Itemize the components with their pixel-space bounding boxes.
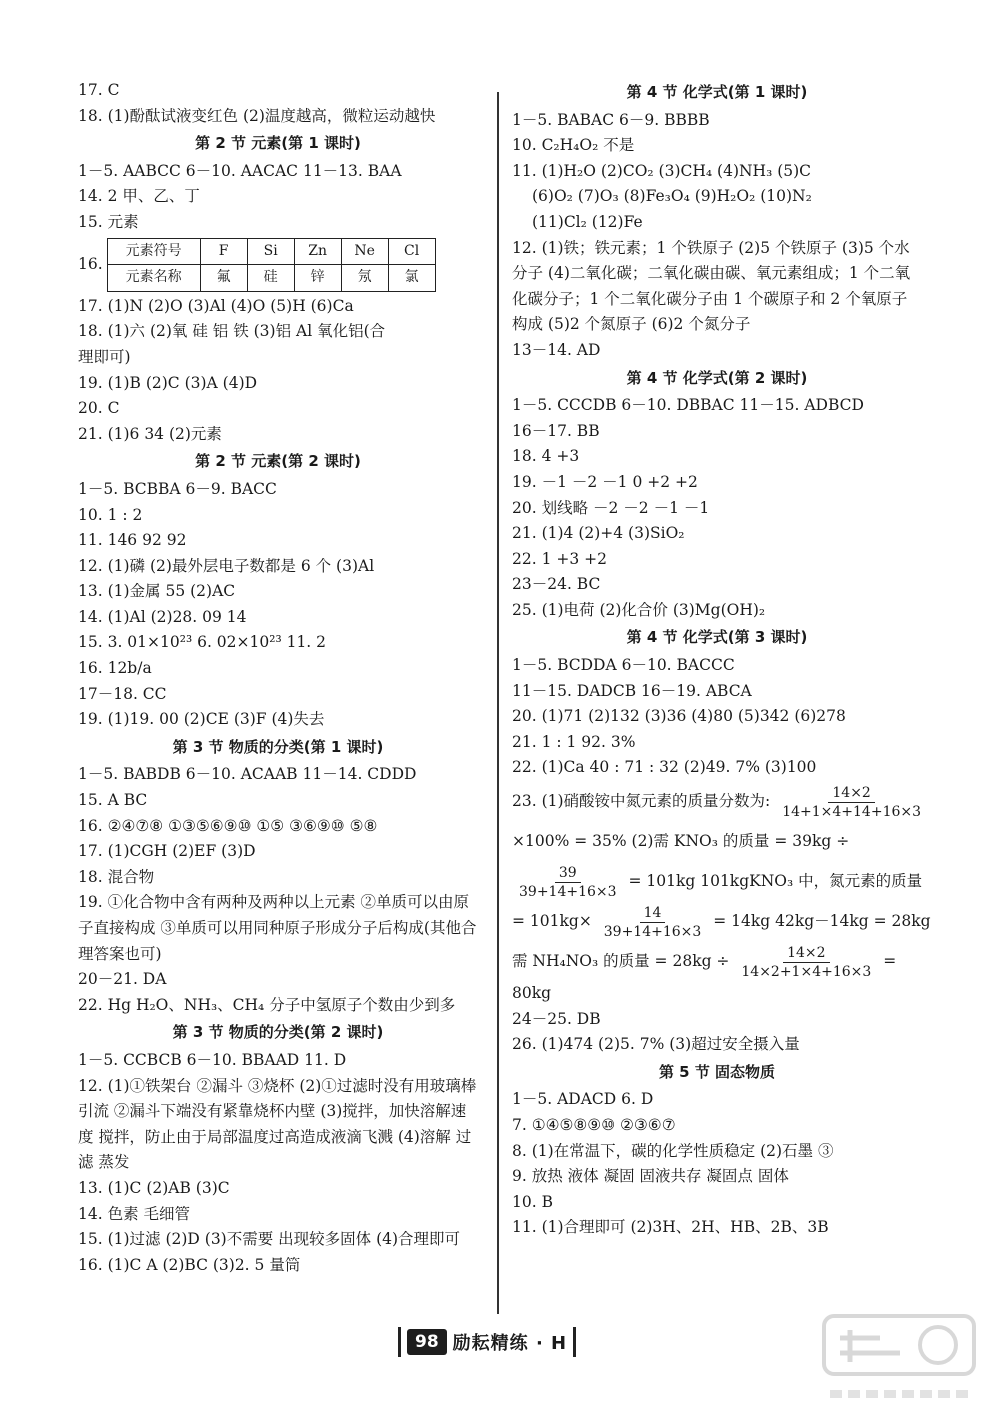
- section-heading: 第 4 节 化学式(第 2 课时): [626, 368, 808, 387]
- fraction-numerator: 14×2: [828, 784, 874, 803]
- calculation-line: [512, 861, 922, 901]
- answer-line: 10. 1 : 2: [78, 505, 143, 524]
- table-cell: 元素名称: [107, 265, 200, 292]
- fraction-denominator: 39+14+16×3: [603, 923, 702, 940]
- section-heading: 第 4 节 化学式(第 1 课时): [626, 83, 808, 101]
- table-cell: Cl: [388, 238, 435, 265]
- answer-line: 19. (1)B (2)C (3)A (4)D: [78, 373, 258, 392]
- calculation-line: [512, 941, 922, 981]
- answer-line: 21. (1)6 34 (2)元素: [78, 424, 222, 443]
- element-table-question: [78, 238, 478, 292]
- answer-line: 10. C₂H₄O₂ 不是: [512, 136, 635, 155]
- answer-line: 17－18. CC: [78, 684, 167, 703]
- answer-line: 13－14. AD: [512, 340, 601, 359]
- section-heading: 第 3 节 物质的分类(第 1 课时): [172, 737, 384, 756]
- question-number: 16.: [78, 254, 103, 273]
- table-cell: 氯: [388, 265, 435, 292]
- answer-line: 13. (1)金属 55 (2)AC: [78, 582, 236, 601]
- answer-line: 17. C: [78, 81, 120, 99]
- answer-line: 11. 146 92 92: [78, 531, 187, 550]
- fraction-numerator: 14×2: [783, 944, 829, 963]
- answer-line: 26. (1)474 (2)5. 7% (3)超过安全摄入量: [512, 1035, 800, 1054]
- fraction: [737, 944, 875, 981]
- section-heading: 第 4 节 化学式(第 3 课时): [626, 628, 808, 647]
- calculation-line: [512, 781, 922, 821]
- answer-line: 23－24. BC: [512, 575, 601, 594]
- table-cell: F: [200, 238, 247, 265]
- table-row: [107, 265, 435, 292]
- column-divider: [497, 92, 499, 1314]
- footer-bar: [573, 1327, 576, 1357]
- calc-text: = 14kg 42kg－14kg = 28kg: [713, 912, 931, 931]
- footer-bar: [398, 1327, 401, 1357]
- answer-line: (11)Cl₂ (12)Fe: [532, 212, 643, 231]
- answer-line: 25. (1)电荷 (2)化合价 (3)Mg(OH)₂: [512, 600, 766, 619]
- fraction: [515, 864, 621, 901]
- calc-text: = 101kg 101kgKNO₃ 中，氮元素的质量: [628, 872, 923, 891]
- calc-text: 23. (1)硝酸铵中氮元素的质量分数为:: [512, 792, 771, 811]
- answer-line: 7. ①④⑤⑧⑨⑩ ②③⑥⑦: [512, 1116, 676, 1134]
- answer-line: 1－5. BCBBA 6－9. BACC: [78, 479, 277, 498]
- answer-line: 1－5. AABCC 6－10. AACAC 11－13. BAA: [78, 161, 402, 180]
- table-cell: 锌: [294, 265, 341, 292]
- answer-line: 11－15. DADCB 16－19. ABCA: [512, 681, 752, 700]
- fraction-denominator: 39+14+16×3: [519, 883, 617, 900]
- answer-paragraph: 15. (1)过滤 (2)D (3)不需要 出现较多固体 (4)合理即可: [78, 1230, 461, 1249]
- calc-text: =: [883, 952, 897, 971]
- fraction: [600, 904, 706, 941]
- fraction: [778, 784, 925, 821]
- table-row: [107, 238, 435, 265]
- answer-line: 13. (1)C (2)AB (3)C: [78, 1178, 230, 1197]
- answer-line: 80kg: [512, 984, 552, 1003]
- answer-line: 17. (1)N (2)O (3)Al (4)O (5)H (6)Ca: [78, 296, 354, 315]
- element-table: [107, 238, 436, 292]
- answer-line: 14. 2 甲、乙、丁: [78, 187, 200, 206]
- answer-line: 14. (1)Al (2)28. 09 14: [78, 607, 247, 626]
- calculation-line: [512, 901, 931, 941]
- answer-line: 18. 4 +3: [512, 447, 580, 466]
- answer-line: 1－5. BCDDA 6－10. BACCC: [512, 656, 735, 675]
- fraction-numerator: 39: [555, 864, 581, 883]
- answer-line: 19. (1)19. 00 (2)CE (3)F (4)失去: [78, 710, 325, 729]
- answer-line: 20. 划线略 －2 －2 －1 －1: [512, 498, 710, 517]
- answer-line: 20－21. DA: [78, 970, 167, 989]
- answer-line: (6)O₂ (7)O₃ (8)Fe₃O₄ (9)H₂O₂ (10)N₂: [532, 187, 812, 206]
- table-cell: Si: [247, 238, 294, 265]
- calculation-line: ×100% = 35% (2)需 KNO₃ 的质量 = 39kg ÷: [512, 832, 850, 851]
- answer-line: 18. (1)六 (2)氧 硅 铝 铁 (3)铝 Al 氧化铝(合: [78, 322, 386, 341]
- answer-line: 12. (1)磷 (2)最外层电子数都是 6 个 (3)Al: [78, 556, 375, 575]
- answer-line: 15. A BC: [78, 791, 148, 810]
- answer-line: 理即可): [78, 347, 131, 366]
- answer-line: 20. C: [78, 399, 120, 418]
- answer-line: 16. 12b/a: [78, 659, 152, 678]
- answer-line: 1－5. CCBCB 6－10. BBAAD 11. D: [78, 1050, 347, 1069]
- answer-line: 21. (1)4 (2)+4 (3)SiO₂: [512, 524, 685, 543]
- table-cell: 硅: [247, 265, 294, 292]
- answer-line: 18. 混合物: [78, 867, 155, 886]
- section-heading: 第 3 节 物质的分类(第 2 课时): [172, 1023, 384, 1042]
- answer-line: 9. 放热 液体 凝固 固液共存 凝固点 固体: [512, 1167, 789, 1186]
- answer-line: 22. Hg H₂O、NH₃、CH₄ 分子中氢原子个数由少到多: [78, 995, 456, 1014]
- answer-line: 21. 1 : 1 92. 3%: [512, 732, 636, 751]
- answer-paragraph: 19. ①化合物中含有两种及两种以上元素 ②单质可以由原子直接构成 ③单质可以用同种原子形成分子后构成(其他合理答案也可): [78, 893, 477, 963]
- calc-text: 需 NH₄NO₃ 的质量 = 28kg ÷: [512, 952, 730, 971]
- brand-label: 励耘精练 · H: [452, 1333, 568, 1354]
- table-cell: 氟: [200, 265, 247, 292]
- fraction-numerator: 14: [640, 904, 666, 923]
- answer-line: 16. ②④⑦⑧ ①③⑤⑥⑨⑩ ①⑤ ③⑥⑨⑩ ⑤⑧: [78, 816, 378, 835]
- section-heading: 第 2 节 元素(第 2 课时): [195, 452, 361, 471]
- answer-line: 17. (1)CGH (2)EF (3)D: [78, 842, 256, 861]
- section-heading: 第 2 节 元素(第 1 课时): [195, 134, 361, 153]
- fraction-denominator: 14+1×4+14+16×3: [782, 803, 922, 820]
- answer-line: 1－5. BABAC 6－9. BBBB: [512, 110, 710, 129]
- page-number: 98: [407, 1329, 447, 1355]
- answer-line: 24－25. DB: [512, 1009, 601, 1028]
- calc-text: = 101kg×: [512, 912, 592, 931]
- fraction-denominator: 14×2+1×4+16×3: [741, 963, 872, 980]
- answer-line: 1－5. BABDB 6－10. ACAAB 11－14. CDDD: [78, 765, 417, 784]
- section-heading: 第 5 节 固态物质: [658, 1062, 776, 1081]
- answer-line: 10. B: [512, 1192, 553, 1211]
- left-column: [78, 78, 478, 1278]
- answer-line: 14. 色素 毛细管: [78, 1204, 191, 1223]
- table-cell: 元素符号: [107, 238, 200, 265]
- answer-paragraph: 12. (1)①铁架台 ②漏斗 ③烧杯 (2)①过滤时没有用玻璃棒引流 ②漏斗下端没有紧靠烧杯内壁 (3)搅拌，加快溶解速度 搅拌，防止由于局部温度过高造成液滴飞溅 (4)溶解 过滤 蒸发: [78, 1076, 477, 1172]
- answer-line: 16. (1)C A (2)BC (3)2. 5 量筒: [78, 1255, 301, 1274]
- right-column: [512, 78, 931, 1241]
- page-footer: [398, 1322, 576, 1362]
- table-cell: 氖: [341, 265, 388, 292]
- answer-line: 1－5. ADACD 6. D: [512, 1090, 654, 1109]
- answer-line: 20. (1)71 (2)132 (3)36 (4)80 (5)342 (6)278: [512, 707, 846, 726]
- answer-line: 19. －1 －2 －1 0 +2 +2: [512, 472, 698, 491]
- answer-line: 1－5. CCCDB 6－10. DBBAC 11－15. ADBCD: [512, 396, 864, 415]
- answer-line: 22. (1)Ca 40 : 71 : 32 (2)49. 7% (3)100: [512, 758, 817, 777]
- answer-line: 15. 元素: [78, 212, 139, 231]
- watermark-logo: [820, 1308, 980, 1408]
- answer-line: 15. 3. 01×10²³ 6. 02×10²³ 11. 2: [78, 633, 327, 652]
- answer-line: 8. (1)在常温下，碳的化学性质稳定 (2)石墨 ③: [512, 1141, 834, 1160]
- answer-line: 18. (1)酚酞试液变红色 (2)温度越高，微粒运动越快: [78, 106, 436, 125]
- answer-line: 11. (1)合理即可 (2)3H、2H、HB、2B、3B: [512, 1218, 829, 1237]
- table-cell: Ne: [341, 238, 388, 265]
- answer-paragraph: 12. (1)铁；铁元素；1 个铁原子 (2)5 个铁原子 (3)5 个水分子 (4)二氧化碳；二氧化碳由碳、氧元素组成；1 个二氧化碳分子；1 个二氧化碳分子由 1 个碳原子和 2 个氧原子构成 (5)2 个氮原子 (6)2 个氮分子: [512, 238, 911, 334]
- answer-line: 16－17. BB: [512, 421, 600, 440]
- answer-line: 11. (1)H₂O (2)CO₂ (3)CH₄ (4)NH₃ (5)C: [512, 161, 812, 180]
- table-cell: Zn: [294, 238, 341, 265]
- answer-line: 22. 1 +3 +2: [512, 549, 607, 568]
